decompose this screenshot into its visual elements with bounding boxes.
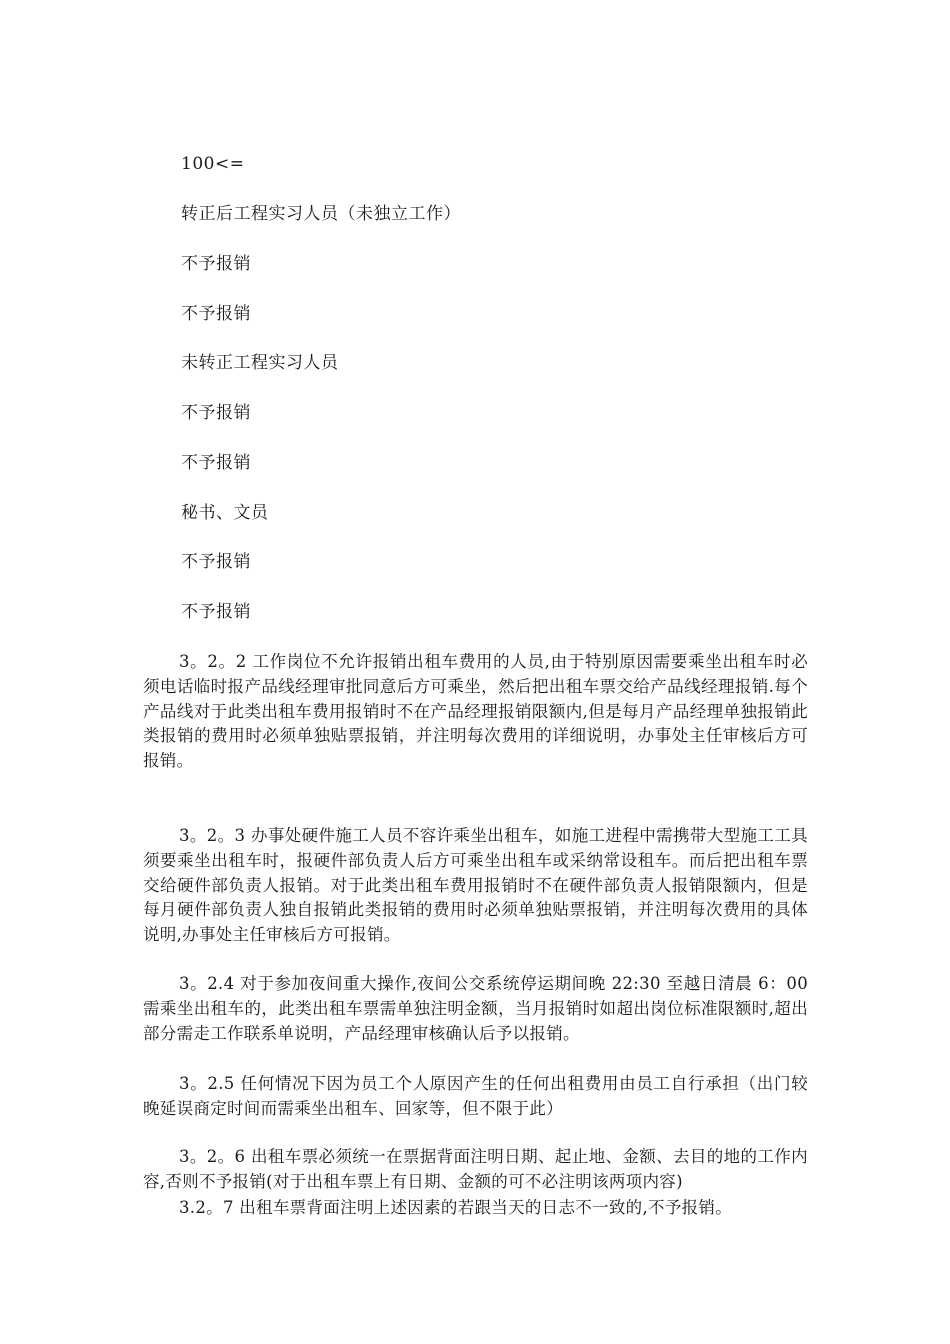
role-label-secretary: 秘书、文员 xyxy=(181,503,269,523)
paragraph-3-2-4: 3。2.4 对于参加夜间重大操作,夜间公交系统停运期间晚 22:30 至越日清晨 6：00 需乘坐出租车的，此类出租车票需单独注明金额，当月报销时如超出岗位标准限额时,超出部分需走工作联系单说明，产品经理审核确认后予以报销。 xyxy=(143,974,808,1043)
role-label-regular-intern: 转正后工程实习人员（未独立工作） xyxy=(181,204,461,224)
policy-value: 不予报销 xyxy=(181,254,251,274)
policy-value: 不予报销 xyxy=(181,602,251,622)
policy-value: 不予报销 xyxy=(181,304,251,324)
paragraph-3-2-3: 3。2。3 办事处硬件施工人员不容许乘坐出租车，如施工进程中需携带大型施工工具须要乘坐出租车时，报硬件部负责人后方可乘坐出租车或采纳常设租车。而后把出租车票交给硬件部负责人报销。对于此类出租车费用报销时不在硬件部负责人报销限额内，但是每月硬件部负责人独自报销此类报销的费用时必须单独贴票报销，并注明每次费用的具体说明,办事处主任审核后方可报销。 xyxy=(143,826,808,945)
paragraph-3-2-7: 3.2。7 出租车票背面注明上述因素的若跟当天的日志不一致的,不予报销。 xyxy=(179,1198,733,1217)
paragraph-3-2-5: 3。2.5 任何情况下因为员工个人原因产生的任何出租费用由员工自行承担（出门较晚延误商定时间而需乘坐出租车、回家等，但不限于此） xyxy=(143,1074,808,1118)
policy-value: 不予报销 xyxy=(181,552,251,572)
threshold-text: 100<= xyxy=(181,154,245,174)
policy-value: 不予报销 xyxy=(181,403,251,423)
paragraph-3-2-2: 3。2。2 工作岗位不允许报销出租车费用的人员,由于特别原因需要乘坐出租车时必须电话临时报产品线经理审批同意后方可乘坐，然后把出租车票交给产品线经理报销.每个产品线对于此类出租车费用报销时不在产品经理报销限额内,但是每月产品经理单独报销此类报销的费用时必须单独贴票报销，并注明每次费用的详细说明，办事处主任审核后方可报销。 xyxy=(143,652,808,771)
role-label-probation-intern: 未转正工程实习人员 xyxy=(181,353,339,373)
policy-value: 不予报销 xyxy=(181,453,251,473)
paragraph-3-2-6: 3。2。6 出租车票必须统一在票据背面注明日期、起止地、金额、去目的地的工作内容,否则不予报销(对于出租车票上有日期、金额的可不必注明该两项内容) xyxy=(143,1147,808,1191)
